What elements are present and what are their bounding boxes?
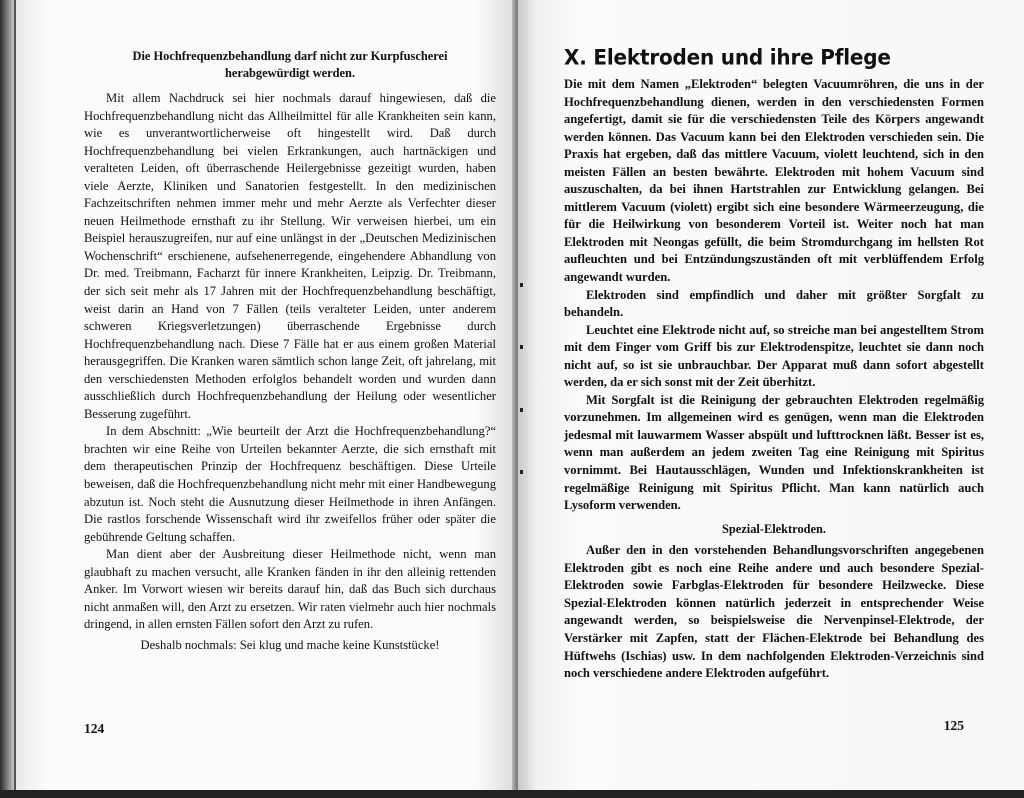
page-number: 125 <box>943 718 964 733</box>
paragraph: Mit allem Nachdruck sei hier nochmals darauf hingewiesen, daß die Hochfrequenzbehandlung nicht das Allheilmittel für alle Krankheiten sein kann, wie es unverantwortlicherweise oft hingestellt wird. Daß durch Hochfrequenzbehandlung bei vielen Erkrankungen, auch hartnäckigen und veralteten Leiden, oft überraschende Heilergebnisse gezeitigt wurden, haben viele Aerzte, Kliniken und Sanatorien festgestellt. In den medizinischen Fachzeitschriften nehmen immer mehr und mehr Aerzte als Verfechter dieser neuen Heilmethode ernsthaft zu ihr Stellung. Wir verweisen hierbei, um ein Beispiel herauszugreifen, nur auf eine unlängst in der „Deutschen Medizinischen Wochenschrift“ erschienene, aufsehenerregende, eingehendere Abhandlung von Dr. med. Treibmann, Facharzt für innere Krankheiten, Leipzig. Dr. Treibmann, der sich seit mehr als 17 Jahren mit der Hochfrequenzbehandlung beschäftigt, weist darin an Hand von 7 Fällen (teils veralteter Leiden, unter anderem schweren Kriegsverletzungen) überraschende Ergebnisse durch Hochfrequenzbehandlung nach. Diese 7 Fälle hat er aus einem großen Material herausgegriffen. Die Kranken waren sämtlich schon lange Zeit, oft jahrelang, mit den verschiedensten Methoden erfolglos behandelt worden und wurden dann ausschließlich durch Hochfrequenzbehandlung der Heilung oder wesentlicher Besserung zugeführt. <box>84 91 496 421</box>
closing-line: Deshalb nochmals: Sei klug und mache keine Kunststücke! <box>140 637 440 652</box>
right-page <box>518 0 1024 798</box>
right-page-content <box>564 76 984 683</box>
subheading: Spezial-Elektroden. <box>721 521 827 536</box>
paragraph: Leuchtet eine Elektrode nicht auf, so streiche man bei angestelltem Strom mit dem Finger vom Griff bis zur Elektrodenspitze, leuchtet sie dann noch nicht auf, so ist sie unbrauchbar. Der Apparat muß dann sofort abgestellt werden, da er sich sonst mit der Zeit überhitzt. <box>564 322 984 390</box>
margin-mark <box>520 345 523 349</box>
paragraph: In dem Abschnitt: „Wie beurteilt der Arzt die Hochfrequenzbehandlung?“ brachten wir eine Reihe von Urteilen bekannter Aerzte, die sich ernsthaft mit dem therapeutischen Prinzip der Hochfrequenz beschäftigen. Diese Urteile beweisen, daß die Hochfrequenzbehandlung nicht mehr mit einer Handbewegung abzutun ist. Noch steht die Ausnutzung dieser Heilmethode in ihren Anfängen. Die rastlos forschende Wissenschaft wird ihr zweifellos früher oder später die gebührende Geltung schaffen. <box>84 424 496 544</box>
paragraph: Man dient aber der Ausbreitung dieser Heilmethode nicht, wenn man glaubhaft zu machen versucht, alle Kranken fänden in ihr den alleinig rettenden Anker. Im Vorwort wiesen wir bereits darauf hin, daß das Buch sich durchaus nicht anmaßen will, den Arzt zu ersetzen. Wir raten vielmehr auch hier nochmals dringend, in allen ernsten Fällen sofort den Arzt zu rufen. <box>84 547 496 632</box>
paragraph: Die mit dem Namen „Elektroden“ belegten Vacuumröhren, die uns in der Hochfrequenzbehandlung dienen, werden in den verschiedensten Formen angefertigt, damit sie für die verschiedensten Teile des Körpers angewandt werden können. Das Vacuum kann bei den Elektroden verschieden sein. Die Praxis hat ergeben, daß das mittlere Vacuum, violett leuchtend, sich in den meisten Fällen an besten bewährte. Elektroden mit hohem Vacuum sind auszuschalten, da bei ihnen Hartstrahlen zur Entwicklung gelangen. Bei mittlerem Vacuum (violett) ergibt sich eine besondere Wärmeerzeugung, die für die Heilwirkung von besonderem Vorteil ist. Weiter noch hat man Elektroden mit Neongas gefüllt, die beim Stromdurchgang im hellsten Rot aufleuchten und bei Entzündungszuständen oft mit verblüffendem Erfolg angewandt wurden. <box>564 77 984 285</box>
chapter-title: X. Elektroden und ihre Pflege <box>564 44 891 70</box>
margin-mark <box>520 283 523 287</box>
left-page-content <box>84 48 496 655</box>
margin-mark <box>520 470 523 474</box>
margin-mark <box>520 408 523 412</box>
left-page <box>14 0 518 798</box>
page-number: 124 <box>84 721 105 736</box>
paragraph: Mit Sorgfalt ist die Reinigung der gebrauchten Elektroden regelmäßig vorzunehmen. Im allgemeinen wird es genügen, wenn man die Elektroden jedesmal mit lauwarmem Wasser abspült und lufttrocknen läßt. Besser ist es, wenn man außerdem an jedem zweiten Tag eine Reinigung mit Spiritus vornimmt. Bei Hautausschlägen, Wunden und Infektionskrankheiten ist regelmäßige Reinigung mit Spiritus Pflicht. Man kann natürlich auch Lysoform verwenden. <box>564 392 984 513</box>
book-edge <box>0 790 1024 798</box>
section-heading: Die Hochfrequenzbehandlung darf nicht zur Kurpfuscherei herabgewürdigt werden. <box>132 49 448 80</box>
paragraph: Elektroden sind empfindlich und daher mit größter Sorgfalt zu behandeln. <box>564 287 984 320</box>
paragraph: Außer den in den vorstehenden Behandlungsvorschriften angegebenen Elektroden gibt es noch eine Reihe andere und auch besondere Spezial-Elektroden sowie Farbglas-Elektroden für besondere Heilzwecke. Diese Spezial-Elektroden können natürlich jederzeit in entsprechender Weise angewandt werden, so beispielsweise die Nervenpinsel-Elektrode, der Verstärker mit Zapfen, statt der Flächen-Elektrode bei Behandlung des Hüftwehs (Ischias) usw. In dem nachfolgenden Elektroden-Verzeichnis sind noch verschiedene andere Elektroden aufgeführt. <box>564 543 984 681</box>
